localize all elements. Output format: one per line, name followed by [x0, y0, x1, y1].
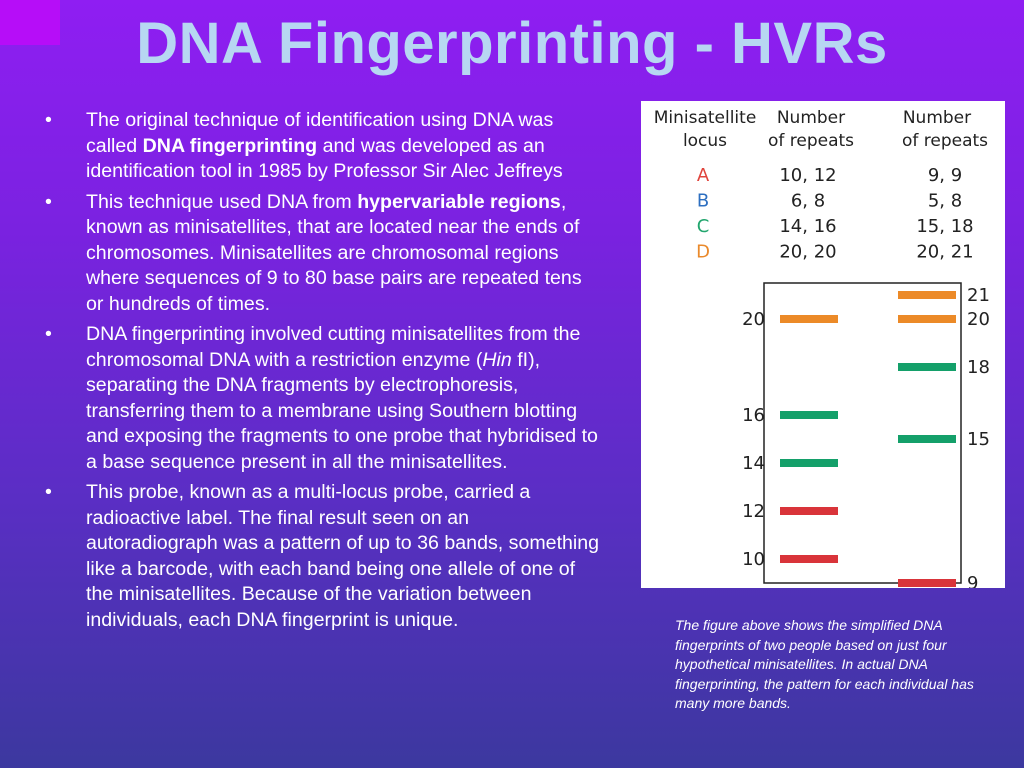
person1-repeats: 20, 20	[779, 241, 837, 263]
bullet-item: • This probe, known as a multi-locus probe, carried a radioactive label. The final result seen on an autoradiograph was a pattern of up to 36 bands, something like a barcode, with each band being one allele of one of the minisatellites. Because of the variation between individuals, each DNA fingerprint is unique.	[45, 481, 600, 631]
gel-band	[780, 315, 838, 323]
locus-label-c: C	[696, 216, 710, 237]
bullet-dot: •	[45, 109, 52, 131]
gel-band	[898, 435, 956, 443]
gel-band	[898, 363, 956, 371]
band-label: 14	[742, 453, 765, 474]
gel-band	[780, 459, 838, 467]
locus-label-a: A	[696, 165, 710, 186]
person1-repeats: 10, 12	[779, 165, 837, 186]
bullet-list	[40, 108, 600, 638]
bullet-item: • This technique used DNA from hypervariable regions, known as minisatellites, that are located near the ends of chromosomes. Minisatellites are chromosomal regions where sequences of 9 to 80 base pairs are repeated tens or hundreds of times.	[45, 190, 582, 315]
band-label: 18	[967, 357, 990, 378]
figure-caption: The figure above shows the simplified DNA fingerprints of two people based on just four hypothetical minisatellites. In actual DNA fingerprinting, the pattern for each individual has many more bands.	[675, 617, 974, 712]
gel-band	[780, 507, 838, 515]
person2-repeats: 15, 18	[916, 216, 974, 237]
header-repeats-1: of repeats	[767, 131, 855, 151]
gel-band	[898, 291, 956, 299]
band-label: 20	[742, 309, 765, 330]
italic-term: Hin	[482, 348, 512, 371]
person2-repeats: 9, 9	[927, 165, 963, 186]
gel-band	[898, 579, 956, 587]
gel-band	[898, 315, 956, 323]
person2-repeats: 5, 8	[927, 190, 963, 212]
slide-title: DNA Fingerprinting - HVRs	[136, 11, 888, 76]
band-label: 20	[967, 309, 990, 330]
bullet-dot: •	[45, 323, 52, 345]
bullet-dot: •	[45, 481, 52, 503]
bullet-dot: •	[45, 190, 52, 213]
bold-term: DNA fingerprinting	[142, 134, 318, 157]
header-minisatellite: Minisatellite	[653, 108, 757, 128]
band-label: 15	[967, 429, 990, 450]
band-label: 12	[742, 501, 765, 522]
fingerprint-diagram	[641, 101, 1005, 588]
band-label: 10	[742, 549, 765, 570]
locus-label-d: D	[696, 241, 710, 263]
person2-repeats: 20, 21	[916, 241, 974, 263]
gel-band	[780, 411, 838, 419]
header-locus: locus	[682, 131, 728, 151]
gel-band	[780, 555, 838, 563]
header-number-1: Number	[776, 108, 846, 128]
dna-fingerprint-figure	[641, 101, 1005, 588]
bullet-item: • The original technique of identification using DNA was called DNA fingerprinting and was developed as an identification tool in 1985 by Professor Sir Alec Jeffreys	[45, 109, 563, 182]
band-label: 21	[967, 285, 990, 306]
header-number-2: Number	[902, 108, 972, 128]
locus-label-b: B	[696, 190, 710, 212]
person1-repeats: 14, 16	[779, 216, 837, 237]
person1-repeats: 6, 8	[790, 190, 826, 212]
header-repeats-2: of repeats	[901, 131, 989, 151]
gel-frame	[764, 283, 961, 583]
bold-term: hypervariable regions	[357, 190, 561, 213]
band-label: 9	[967, 573, 979, 588]
band-label: 16	[742, 405, 765, 426]
bullet-item: • DNA fingerprinting involved cutting minisatellites from the chromosomal DNA with a restriction enzyme (Hin fI), separating the DNA fragments by electrophoresis, transferring them to a membrane using Southern blotting and exposing the fragments to one probe that hybridised to a base sequence present in all the minisatellites.	[45, 323, 598, 473]
